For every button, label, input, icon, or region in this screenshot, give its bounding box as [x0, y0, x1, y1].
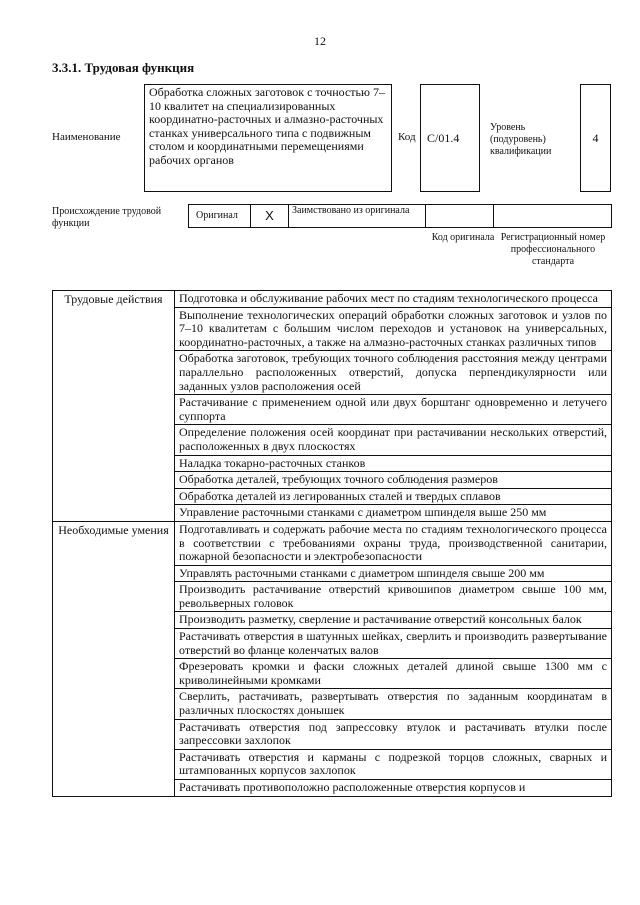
- qualification-level-box: 4: [580, 84, 611, 192]
- list-item: Сверлить, растачивать, развертывать отверстия по заданным координатам в различных плоскостях донышек: [175, 689, 612, 719]
- list-item: Управлять расточными станками с диаметром шпинделя свыше 200 мм: [175, 565, 612, 582]
- list-item: Растачивать отверстия в шатунных шейках, сверлить и производить развертывание отверстий во фланце коленчатых валов: [175, 629, 612, 659]
- code-original-cell: [426, 205, 494, 227]
- list-item: Производить разметку, сверление и растачивание отверстий консольных балок: [175, 612, 612, 629]
- labor-functions-table: [52, 290, 612, 797]
- code-label: Код: [398, 131, 416, 143]
- list-item: Растачивать противоположно расположенные отверстия корпусов и: [175, 780, 612, 797]
- name-label: Наименование: [52, 131, 121, 143]
- list-item: Определение положения осей координат при растачивании нескольких отверстий, расположенных в двух плоскостях: [175, 425, 612, 455]
- reg-number-note: Регистрационный номер профессионального стандарта: [500, 232, 606, 267]
- list-item: Растачивать отверстия под запрессовку втулок и растачивать втулки после запрессовки захлопок: [175, 719, 612, 749]
- list-item: Растачивание с применением одной или двух борштанг одновременно и летучего суппорта: [175, 395, 612, 425]
- list-item: Выполнение технологических операций обработки сложных заготовок и узлов по 7–10 квалитетам с большим числом переходов и установок на универсальных, координатно-расточных, а также на алмазно-расточных станках различных типов: [175, 307, 612, 351]
- origin-label: Происхождение трудовой функции: [52, 206, 162, 229]
- list-item: Подготавливать и содержать рабочие места по стадиям технологического процесса в соответствии с требованиями охраны труда, производственной санитарии, пожарной безопасности и электробезопасности: [175, 521, 612, 565]
- group-title: Трудовые действия: [53, 291, 175, 522]
- list-item: Обработка деталей из легированных сталей и твердых сплавов: [175, 488, 612, 505]
- function-name-box: Обработка сложных заготовок с точностью 7–10 квалитет на специализированных координатно-расточных и алмазно-расточных станках универсального типа с подвижным столом и координатными перемещениями рабочих органов: [144, 84, 392, 192]
- level-label: Уровень (подуровень) квалификации: [490, 122, 552, 157]
- table-row: [53, 291, 612, 308]
- reg-number-cell: [494, 205, 611, 227]
- function-code-box: C/01.4: [420, 84, 480, 192]
- origin-row: [188, 204, 612, 228]
- list-item: Управление расточными станками с диаметром шпинделя выше 250 мм: [175, 505, 612, 522]
- list-item: Растачивать отверстия и карманы с подрезкой торцов сложных, сварных и штампованных корпусов захлопок: [175, 749, 612, 779]
- list-item: Обработка деталей, требующих точного соблюдения размеров: [175, 472, 612, 489]
- list-item: Наладка токарно-расточных станков: [175, 455, 612, 472]
- table-row: [53, 521, 612, 565]
- list-item: Производить растачивание отверстий кривошипов диаметром свыше 100 мм, револьверных головок: [175, 582, 612, 612]
- original-label: Оригинал: [189, 205, 251, 227]
- code-original-note: Код оригинала: [431, 232, 495, 243]
- list-item: Подготовка и обслуживание рабочих мест по стадиям технологического процесса: [175, 291, 612, 308]
- group-title: Необходимые умения: [53, 521, 175, 796]
- original-mark: X: [251, 205, 289, 227]
- list-item: Обработка заготовок, требующих точного соблюдения расстояния между центрами параллельно расположенных отверстий, допуска перпендикулярности или заданных узлов расположения осей: [175, 351, 612, 395]
- section-title: 3.3.1. Трудовая функция: [52, 60, 195, 75]
- list-item: Фрезеровать кромки и фаски сложных деталей длиной свыше 1300 мм с криволинейными кромками: [175, 659, 612, 689]
- page-number: 12: [314, 34, 326, 48]
- borrowed-label: Заимствовано из оригинала: [289, 205, 426, 227]
